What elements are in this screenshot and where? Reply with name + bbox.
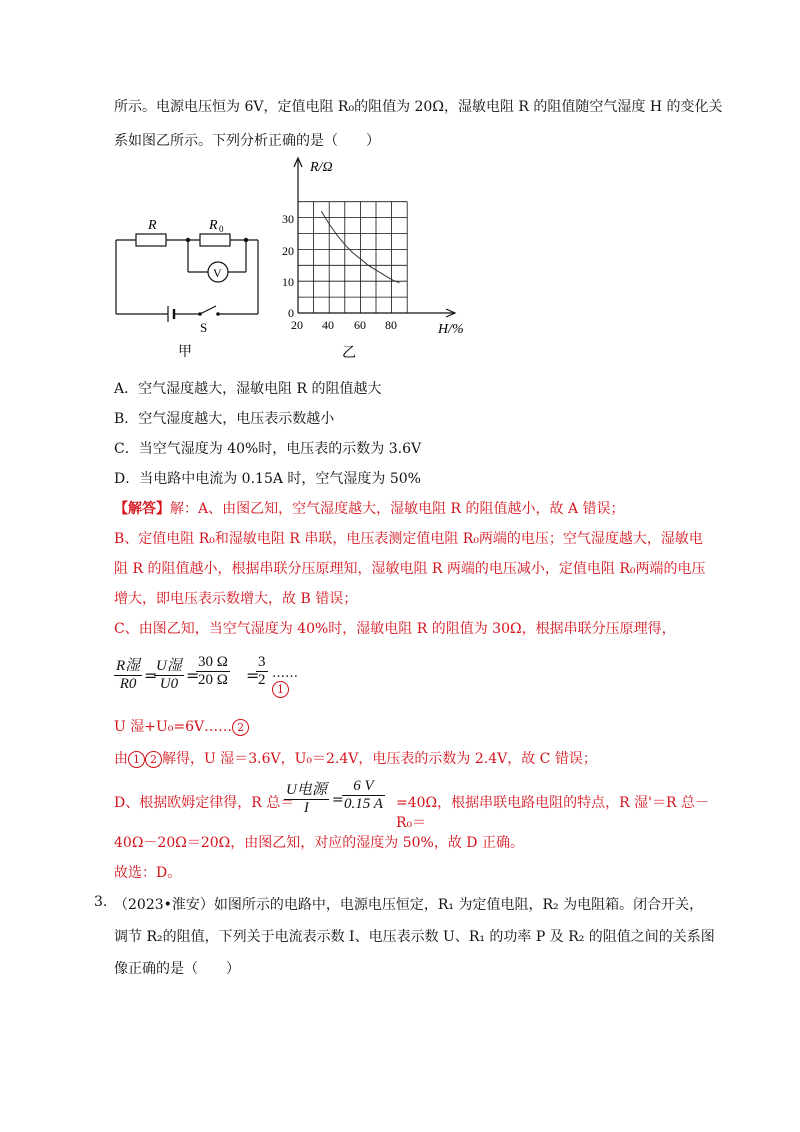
circled-2b: 2 — [145, 751, 162, 768]
q3-number: 3. — [94, 894, 108, 910]
answer-line-3: 阻 R 的阻值越小，根据串联分压原理知，湿敏电阻 R 两端的电压减小，定值电阻 R₀两端的电压 — [114, 561, 706, 577]
figure-yi-caption: 乙 — [342, 346, 356, 361]
answer-line-7-pre: 由 — [114, 751, 128, 767]
option-c[interactable]: C．当空气湿度为 40%时，电压表的示数为 3.6V — [114, 441, 422, 457]
graph-yi — [280, 155, 480, 365]
circled-1b: 1 — [128, 751, 145, 768]
answer-line-8: D、根据欧姆定律得，R 总＝ U电源 I = 6 V 0.15 A =40Ω，根据串联电路电阻的特点，R 湿'＝R 总－R₀＝ — [114, 778, 709, 831]
option-b[interactable]: B．空气湿度越大，电压表示数越小 — [114, 411, 335, 427]
answer-line-9: 40Ω－20Ω＝20Ω，由图乙知，对应的湿度为 50%，故 D 正确。 — [114, 835, 524, 851]
voltmeter-label: V — [213, 266, 222, 280]
answer-line-1: 解：A、由图乙知，空气湿度越大，湿敏电阻 R 的阻值越小，故 A 错误； — [170, 501, 625, 517]
ytick-30: 30 — [282, 212, 294, 226]
answer-line-5: C、由图乙知，当空气湿度为 40%时，湿敏电阻 R 的阻值为 30Ω，根据串联分压原理得， — [114, 621, 676, 637]
resistor-R0-subscript: 0 — [219, 224, 224, 234]
ytick-20: 20 — [282, 244, 294, 258]
answer-line-7: 解得，U 湿＝3.6V，U₀＝2.4V，电压表的示数为 2.4V，故 C 错误； — [162, 751, 597, 767]
resistor-R0-label: R — [209, 218, 218, 233]
xtick-60: 60 — [354, 318, 366, 332]
figure-jia-caption: 甲 — [178, 345, 192, 360]
answer-line-2: B、定值电阻 R₀和湿敏电阻 R 串联，电压表测定值电阻 R₀两端的电压；空气湿度越大，湿敏电 — [114, 531, 703, 547]
equation-1: R湿 R0 = U湿 U0 = 30 Ω 20 Ω = 3 2 ……1 — [116, 654, 298, 696]
circuit-diagram-jia — [108, 210, 268, 360]
xtick-40: 40 — [322, 318, 334, 332]
q3-line-3: 像正确的是（ ） — [114, 961, 240, 977]
ytick-0: 0 — [288, 306, 294, 320]
eq1-dots: …… — [272, 666, 298, 681]
answer-line-10: 故选：D。 — [114, 865, 182, 881]
switch-label: S — [200, 320, 208, 335]
answer-line-4: 增大，即电压表示数增大，故 B 错误； — [114, 591, 358, 607]
circled-1: 1 — [272, 681, 289, 698]
intro-line-1: 所示。电源电压恒为 6V，定值电阻 R₀的阻值为 20Ω，湿敏电阻 R 的阻值随空气湿度 H 的变化关 — [114, 99, 723, 115]
resistor-R-label: R — [148, 218, 157, 233]
q3-line-1: （2023•淮安）如图所示的电路中，电源电压恒定，R₁ 为定值电阻，R₂ 为电阻箱。闭合开关， — [114, 897, 704, 913]
xtick-20: 20 — [291, 318, 303, 332]
eq1-frac-4: 3 2 — [258, 654, 266, 688]
graph-xlabel: H/% — [438, 322, 464, 337]
eq1-frac-2: U湿 U0 — [156, 658, 182, 692]
answer-line-6: U 湿+U₀=6V…… — [114, 719, 233, 735]
graph-ylabel: R/Ω — [310, 160, 333, 175]
circled-2: 2 — [232, 719, 249, 736]
eq2-frac-2: 6 V 0.15 A — [344, 778, 383, 812]
ytick-10: 10 — [282, 275, 294, 289]
option-a[interactable]: A．空气湿度越大，湿敏电阻 R 的阻值越大 — [114, 381, 382, 397]
q3-line-2: 调节 R₂的阻值，下列关于电流表示数 I、电压表示数 U、R₁ 的功率 P 及 R₂ 的阻值之间的关系图 — [114, 929, 715, 945]
option-d[interactable]: D．当电路中电流为 0.15A 时，空气湿度为 50% — [114, 471, 421, 487]
intro-line-2: 系如图乙所示。下列分析正确的是（ ） — [114, 133, 380, 149]
answer-tag: 【解答】 — [114, 501, 170, 517]
eq2-frac-1: U电源 I — [286, 782, 327, 816]
eq1-frac-3: 30 Ω 20 Ω — [198, 654, 228, 688]
xtick-80: 80 — [385, 318, 397, 332]
eq1-frac-1: R湿 R0 — [116, 658, 141, 692]
